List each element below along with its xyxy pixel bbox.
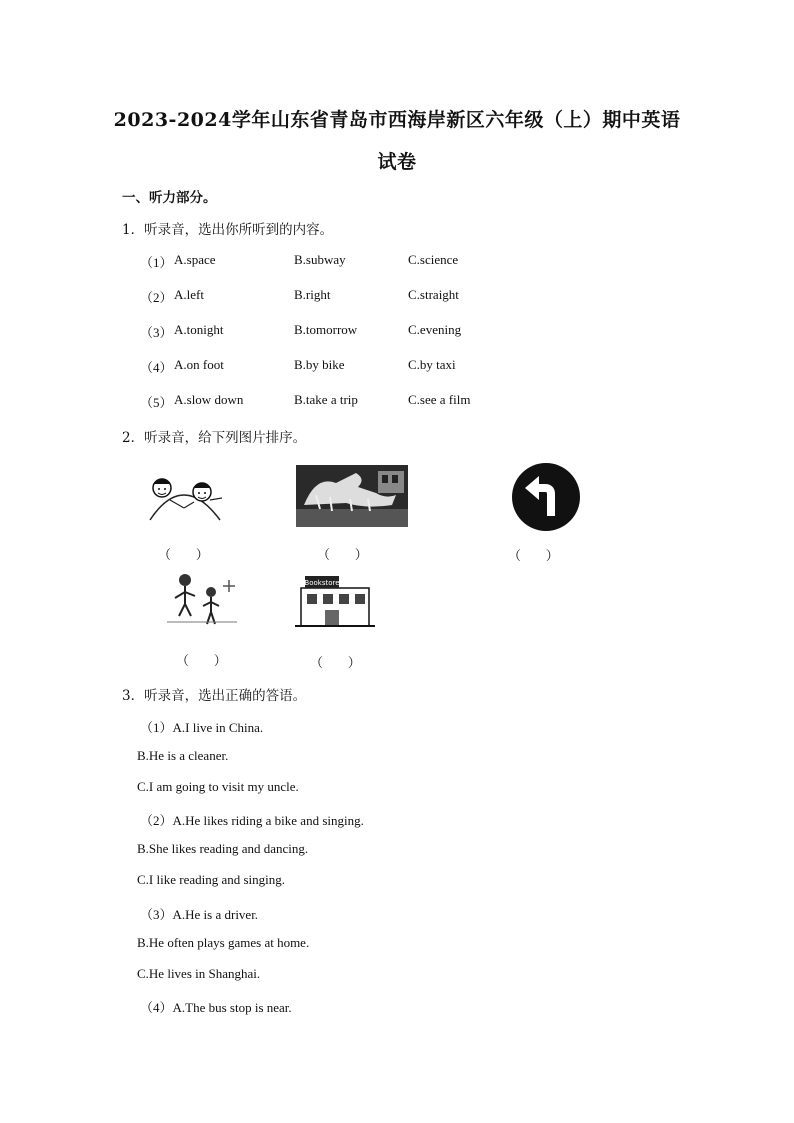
option-b: B.right (294, 287, 331, 302)
answer-blank: （ ） (317, 548, 368, 563)
question-3-stem: 3．听录音，选出正确的答语。 (122, 688, 307, 704)
option-row-number: （2） (140, 290, 173, 305)
answer-blank: （ ） (310, 656, 361, 671)
answer-line: （4）A.The bus stop is near. (140, 1000, 292, 1015)
option-row-number: （4） (140, 360, 173, 375)
option-c: C.see a film (408, 392, 471, 407)
answer-line: B.He often plays games at home. (137, 935, 310, 950)
option-c: C.science (408, 252, 459, 267)
option-row-number: （5） (140, 395, 173, 410)
dinosaur-museum-picture (296, 465, 408, 527)
option-b: B.tomorrow (294, 322, 358, 337)
question-2-stem: 2．听录音，给下列图片排序。 (122, 430, 307, 446)
answer-line: B.He is a cleaner. (137, 748, 229, 763)
option-a: A.on foot (174, 357, 224, 372)
answer-line: C.He lives in Shanghai. (137, 966, 261, 981)
exam-title-line2: 试卷 (377, 151, 417, 173)
option-row-number: （3） (140, 325, 173, 340)
two-children-picture (140, 470, 226, 522)
option-a: A.space (174, 252, 216, 267)
bookstore-building-picture (295, 574, 375, 630)
option-c: C.by taxi (408, 357, 456, 372)
option-row-number: （1） (140, 255, 173, 270)
section-listening-heading: 一、听力部分。 (122, 190, 217, 206)
answer-line: C.I like reading and singing. (137, 872, 286, 887)
option-a: A.slow down (174, 392, 244, 407)
option-a: A.left (174, 287, 204, 302)
question-1-stem: 1．听录音，选出你所听到的内容。 (122, 222, 334, 238)
people-crossing-picture (165, 572, 239, 630)
answer-line: （3）A.He is a driver. (140, 907, 259, 922)
answer-blank: （ ） (508, 549, 559, 564)
option-c: C.evening (408, 322, 462, 337)
answer-line: （1）A.I live in China. (140, 720, 264, 735)
answer-blank: （ ） (158, 548, 209, 563)
answer-line: B.She likes reading and dancing. (137, 841, 309, 856)
answer-line: C.I am going to visit my uncle. (137, 779, 299, 794)
option-c: C.straight (408, 287, 459, 302)
option-b: B.take a trip (294, 392, 358, 407)
answer-blank: （ ） (176, 654, 227, 669)
option-b: B.subway (294, 252, 346, 267)
answer-line: （2）A.He likes riding a bike and singing. (140, 813, 364, 828)
exam-title-line1: 2023-2024学年山东省青岛市西海岸新区六年级（上）期中英语 (113, 109, 681, 131)
option-b: B.by bike (294, 357, 345, 372)
bookstore-sign-label: Bookstore (304, 579, 340, 587)
turn-left-sign-icon (511, 462, 581, 532)
option-a: A.tonight (174, 322, 224, 337)
